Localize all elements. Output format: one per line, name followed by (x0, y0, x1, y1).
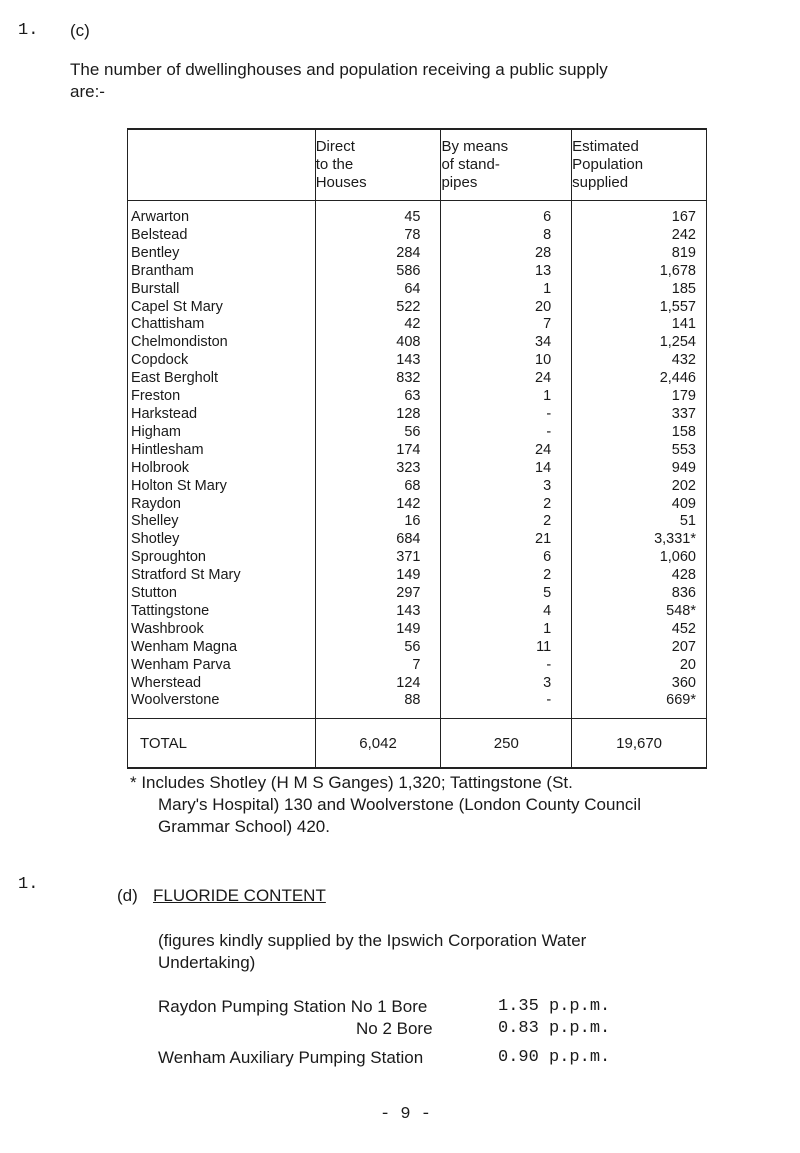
total-standpipes: 250 (441, 719, 572, 769)
direct-houses-cell: 297 (315, 585, 441, 603)
table-row (128, 639, 707, 657)
standpipes-cell: 11 (441, 639, 572, 657)
header-standpipes (441, 129, 572, 201)
standpipes-cell: 1 (441, 281, 572, 299)
total-population: 19,670 (572, 719, 707, 769)
population-cell: 452 (572, 621, 707, 639)
parish-name-cell: Bentley (128, 245, 316, 263)
table-header-row (128, 129, 707, 201)
standpipes-cell: 2 (441, 567, 572, 585)
table-row (128, 513, 707, 531)
parish-name-cell: Wenham Magna (128, 639, 316, 657)
total-direct: 6,042 (315, 719, 441, 769)
direct-houses-cell: 16 (315, 513, 441, 531)
table-row (128, 406, 707, 424)
standpipes-cell: 24 (441, 370, 572, 388)
table-row (128, 657, 707, 675)
standpipes-cell: 2 (441, 513, 572, 531)
footnote-line2: Mary's Hospital) 130 and Woolverstone (London County Council (158, 795, 641, 814)
standpipes-cell: 34 (441, 334, 572, 352)
fluoride-reading-value-1: 1.35 p.p.m. (498, 997, 611, 1016)
table-spacer (128, 710, 707, 719)
parish-name-cell: East Bergholt (128, 370, 316, 388)
standpipes-cell: 13 (441, 263, 572, 281)
standpipes-cell: 1 (441, 621, 572, 639)
direct-houses-cell: 522 (315, 299, 441, 317)
parish-name-cell: Stratford St Mary (128, 567, 316, 585)
section-c-letter: (c) (70, 21, 90, 40)
parish-name-cell: Brantham (128, 263, 316, 281)
section-c-intro-line1: The number of dwellinghouses and population receiving a public supply (70, 60, 608, 79)
table-row (128, 424, 707, 442)
header-direct-line2: to the (315, 156, 354, 173)
parish-name-cell: Raydon (128, 496, 316, 514)
table-spacer (128, 201, 707, 210)
table-row (128, 263, 707, 281)
table-row (128, 227, 707, 245)
table-row (128, 460, 707, 478)
population-cell: 432 (572, 352, 707, 370)
parish-name-cell: Chelmondiston (128, 334, 316, 352)
direct-houses-cell: 143 (315, 603, 441, 621)
header-population-line3: supplied (572, 174, 629, 191)
direct-houses-cell: 143 (315, 352, 441, 370)
table-row (128, 281, 707, 299)
parish-name-cell: Washbrook (128, 621, 316, 639)
header-direct (315, 129, 441, 201)
population-cell: 669* (572, 692, 707, 710)
standpipes-cell: 21 (441, 531, 572, 549)
population-cell: 242 (572, 227, 707, 245)
direct-houses-cell: 149 (315, 567, 441, 585)
section-d-letter: (d) (117, 886, 138, 905)
fluoride-reading-label-3: Wenham Auxiliary Pumping Station (158, 1048, 424, 1067)
standpipes-cell: 3 (441, 478, 572, 496)
direct-houses-cell: 586 (315, 263, 441, 281)
header-population-line2: Population (572, 156, 644, 173)
population-cell: 1,678 (572, 263, 707, 281)
standpipes-cell: 8 (441, 227, 572, 245)
parish-name-cell: Hintlesham (128, 442, 316, 460)
water-supply-table (127, 128, 707, 769)
population-cell: 1,254 (572, 334, 707, 352)
population-cell: 167 (572, 209, 707, 227)
parish-name-cell: Freston (128, 388, 316, 406)
table-row (128, 567, 707, 585)
header-blank (128, 129, 316, 201)
direct-houses-cell: 63 (315, 388, 441, 406)
table-row (128, 209, 707, 227)
table-body (128, 201, 707, 719)
population-cell: 360 (572, 675, 707, 693)
standpipes-cell: 7 (441, 316, 572, 334)
population-cell: 1,060 (572, 549, 707, 567)
header-direct-line3: Houses (315, 174, 367, 191)
table-row (128, 388, 707, 406)
direct-houses-cell: 323 (315, 460, 441, 478)
standpipes-cell: 24 (441, 442, 572, 460)
fluoride-reading-value-3: 0.90 p.p.m. (498, 1048, 611, 1067)
table-row (128, 496, 707, 514)
standpipes-cell: 6 (441, 549, 572, 567)
population-cell: 185 (572, 281, 707, 299)
table-row (128, 442, 707, 460)
section-d-title: FLUORIDE CONTENT (153, 886, 326, 905)
direct-houses-cell: 371 (315, 549, 441, 567)
standpipes-cell: 2 (441, 496, 572, 514)
section-c-intro-line2: are:- (70, 82, 105, 101)
table-row (128, 316, 707, 334)
header-standpipes-line2: of stand- (441, 156, 500, 173)
direct-houses-cell: 56 (315, 639, 441, 657)
direct-houses-cell: 408 (315, 334, 441, 352)
standpipes-cell: - (441, 424, 572, 442)
population-cell: 51 (572, 513, 707, 531)
direct-houses-cell: 56 (315, 424, 441, 442)
population-cell: 207 (572, 639, 707, 657)
parish-name-cell: Woolverstone (128, 692, 316, 710)
table-row (128, 531, 707, 549)
standpipes-cell: 20 (441, 299, 572, 317)
standpipes-cell: - (441, 692, 572, 710)
section-d-number: 1. (18, 875, 39, 894)
table-row (128, 621, 707, 639)
footnote-line1: * Includes Shotley (H M S Ganges) 1,320; Tattingstone (St. (130, 773, 573, 792)
standpipes-cell: 4 (441, 603, 572, 621)
table-row (128, 334, 707, 352)
header-standpipes-line1: By means (441, 138, 509, 155)
direct-houses-cell: 149 (315, 621, 441, 639)
table-row (128, 692, 707, 710)
standpipes-cell: 3 (441, 675, 572, 693)
direct-houses-cell: 128 (315, 406, 441, 424)
population-cell: 409 (572, 496, 707, 514)
parish-name-cell: Arwarton (128, 209, 316, 227)
parish-name-cell: Copdock (128, 352, 316, 370)
population-cell: 428 (572, 567, 707, 585)
table-row (128, 675, 707, 693)
direct-houses-cell: 42 (315, 316, 441, 334)
total-label: TOTAL (128, 719, 316, 769)
parish-name-cell: Higham (128, 424, 316, 442)
population-cell: 2,446 (572, 370, 707, 388)
parish-name-cell: Sproughton (128, 549, 316, 567)
parish-name-cell: Chattisham (128, 316, 316, 334)
population-cell: 819 (572, 245, 707, 263)
population-cell: 836 (572, 585, 707, 603)
standpipes-cell: - (441, 657, 572, 675)
population-cell: 1,557 (572, 299, 707, 317)
parish-name-cell: Capel St Mary (128, 299, 316, 317)
fluoride-reading-label-1: Raydon Pumping Station No 1 Bore (158, 997, 428, 1016)
parish-name-cell: Shelley (128, 513, 316, 531)
parish-name-cell: Burstall (128, 281, 316, 299)
table-row (128, 352, 707, 370)
table-total-row (128, 719, 707, 769)
direct-houses-cell: 88 (315, 692, 441, 710)
parish-name-cell: Stutton (128, 585, 316, 603)
population-cell: 337 (572, 406, 707, 424)
standpipes-cell: 14 (441, 460, 572, 478)
table-row (128, 603, 707, 621)
fluoride-reading-value-2: 0.83 p.p.m. (498, 1019, 611, 1038)
population-cell: 3,331* (572, 531, 707, 549)
direct-houses-cell: 174 (315, 442, 441, 460)
population-cell: 202 (572, 478, 707, 496)
standpipes-cell: 10 (441, 352, 572, 370)
population-cell: 179 (572, 388, 707, 406)
parish-name-cell: Shotley (128, 531, 316, 549)
direct-houses-cell: 64 (315, 281, 441, 299)
header-population-line1: Estimated (572, 138, 639, 155)
parish-name-cell: Holbrook (128, 460, 316, 478)
table-row (128, 478, 707, 496)
population-cell: 20 (572, 657, 707, 675)
direct-houses-cell: 684 (315, 531, 441, 549)
direct-houses-cell: 124 (315, 675, 441, 693)
parish-name-cell: Wherstead (128, 675, 316, 693)
footnote-line3: Grammar School) 420. (158, 817, 330, 836)
standpipes-cell: 1 (441, 388, 572, 406)
section-d-note-line1: (figures kindly supplied by the Ipswich Corporation Water (158, 931, 587, 950)
header-population (572, 129, 707, 201)
section-d-note-line2: Undertaking) (158, 953, 256, 972)
direct-houses-cell: 68 (315, 478, 441, 496)
direct-houses-cell: 142 (315, 496, 441, 514)
parish-name-cell: Holton St Mary (128, 478, 316, 496)
population-cell: 158 (572, 424, 707, 442)
direct-houses-cell: 45 (315, 209, 441, 227)
parish-name-cell: Harkstead (128, 406, 316, 424)
header-direct-line1: Direct (315, 138, 355, 155)
table-row (128, 299, 707, 317)
parish-name-cell: Wenham Parva (128, 657, 316, 675)
population-cell: 553 (572, 442, 707, 460)
standpipes-cell: 6 (441, 209, 572, 227)
population-cell: 548* (572, 603, 707, 621)
population-cell: 949 (572, 460, 707, 478)
standpipes-cell: 28 (441, 245, 572, 263)
direct-houses-cell: 832 (315, 370, 441, 388)
direct-houses-cell: 7 (315, 657, 441, 675)
table-row (128, 549, 707, 567)
direct-houses-cell: 78 (315, 227, 441, 245)
header-standpipes-line3: pipes (441, 174, 478, 191)
population-cell: 141 (572, 316, 707, 334)
parish-name-cell: Tattingstone (128, 603, 316, 621)
standpipes-cell: - (441, 406, 572, 424)
table-row (128, 585, 707, 603)
direct-houses-cell: 284 (315, 245, 441, 263)
table-row (128, 245, 707, 263)
section-c-number: 1. (18, 21, 39, 40)
fluoride-reading-label-2: No 2 Bore (356, 1019, 433, 1038)
page-number: - 9 - (380, 1105, 432, 1124)
standpipes-cell: 5 (441, 585, 572, 603)
parish-name-cell: Belstead (128, 227, 316, 245)
table-row (128, 370, 707, 388)
